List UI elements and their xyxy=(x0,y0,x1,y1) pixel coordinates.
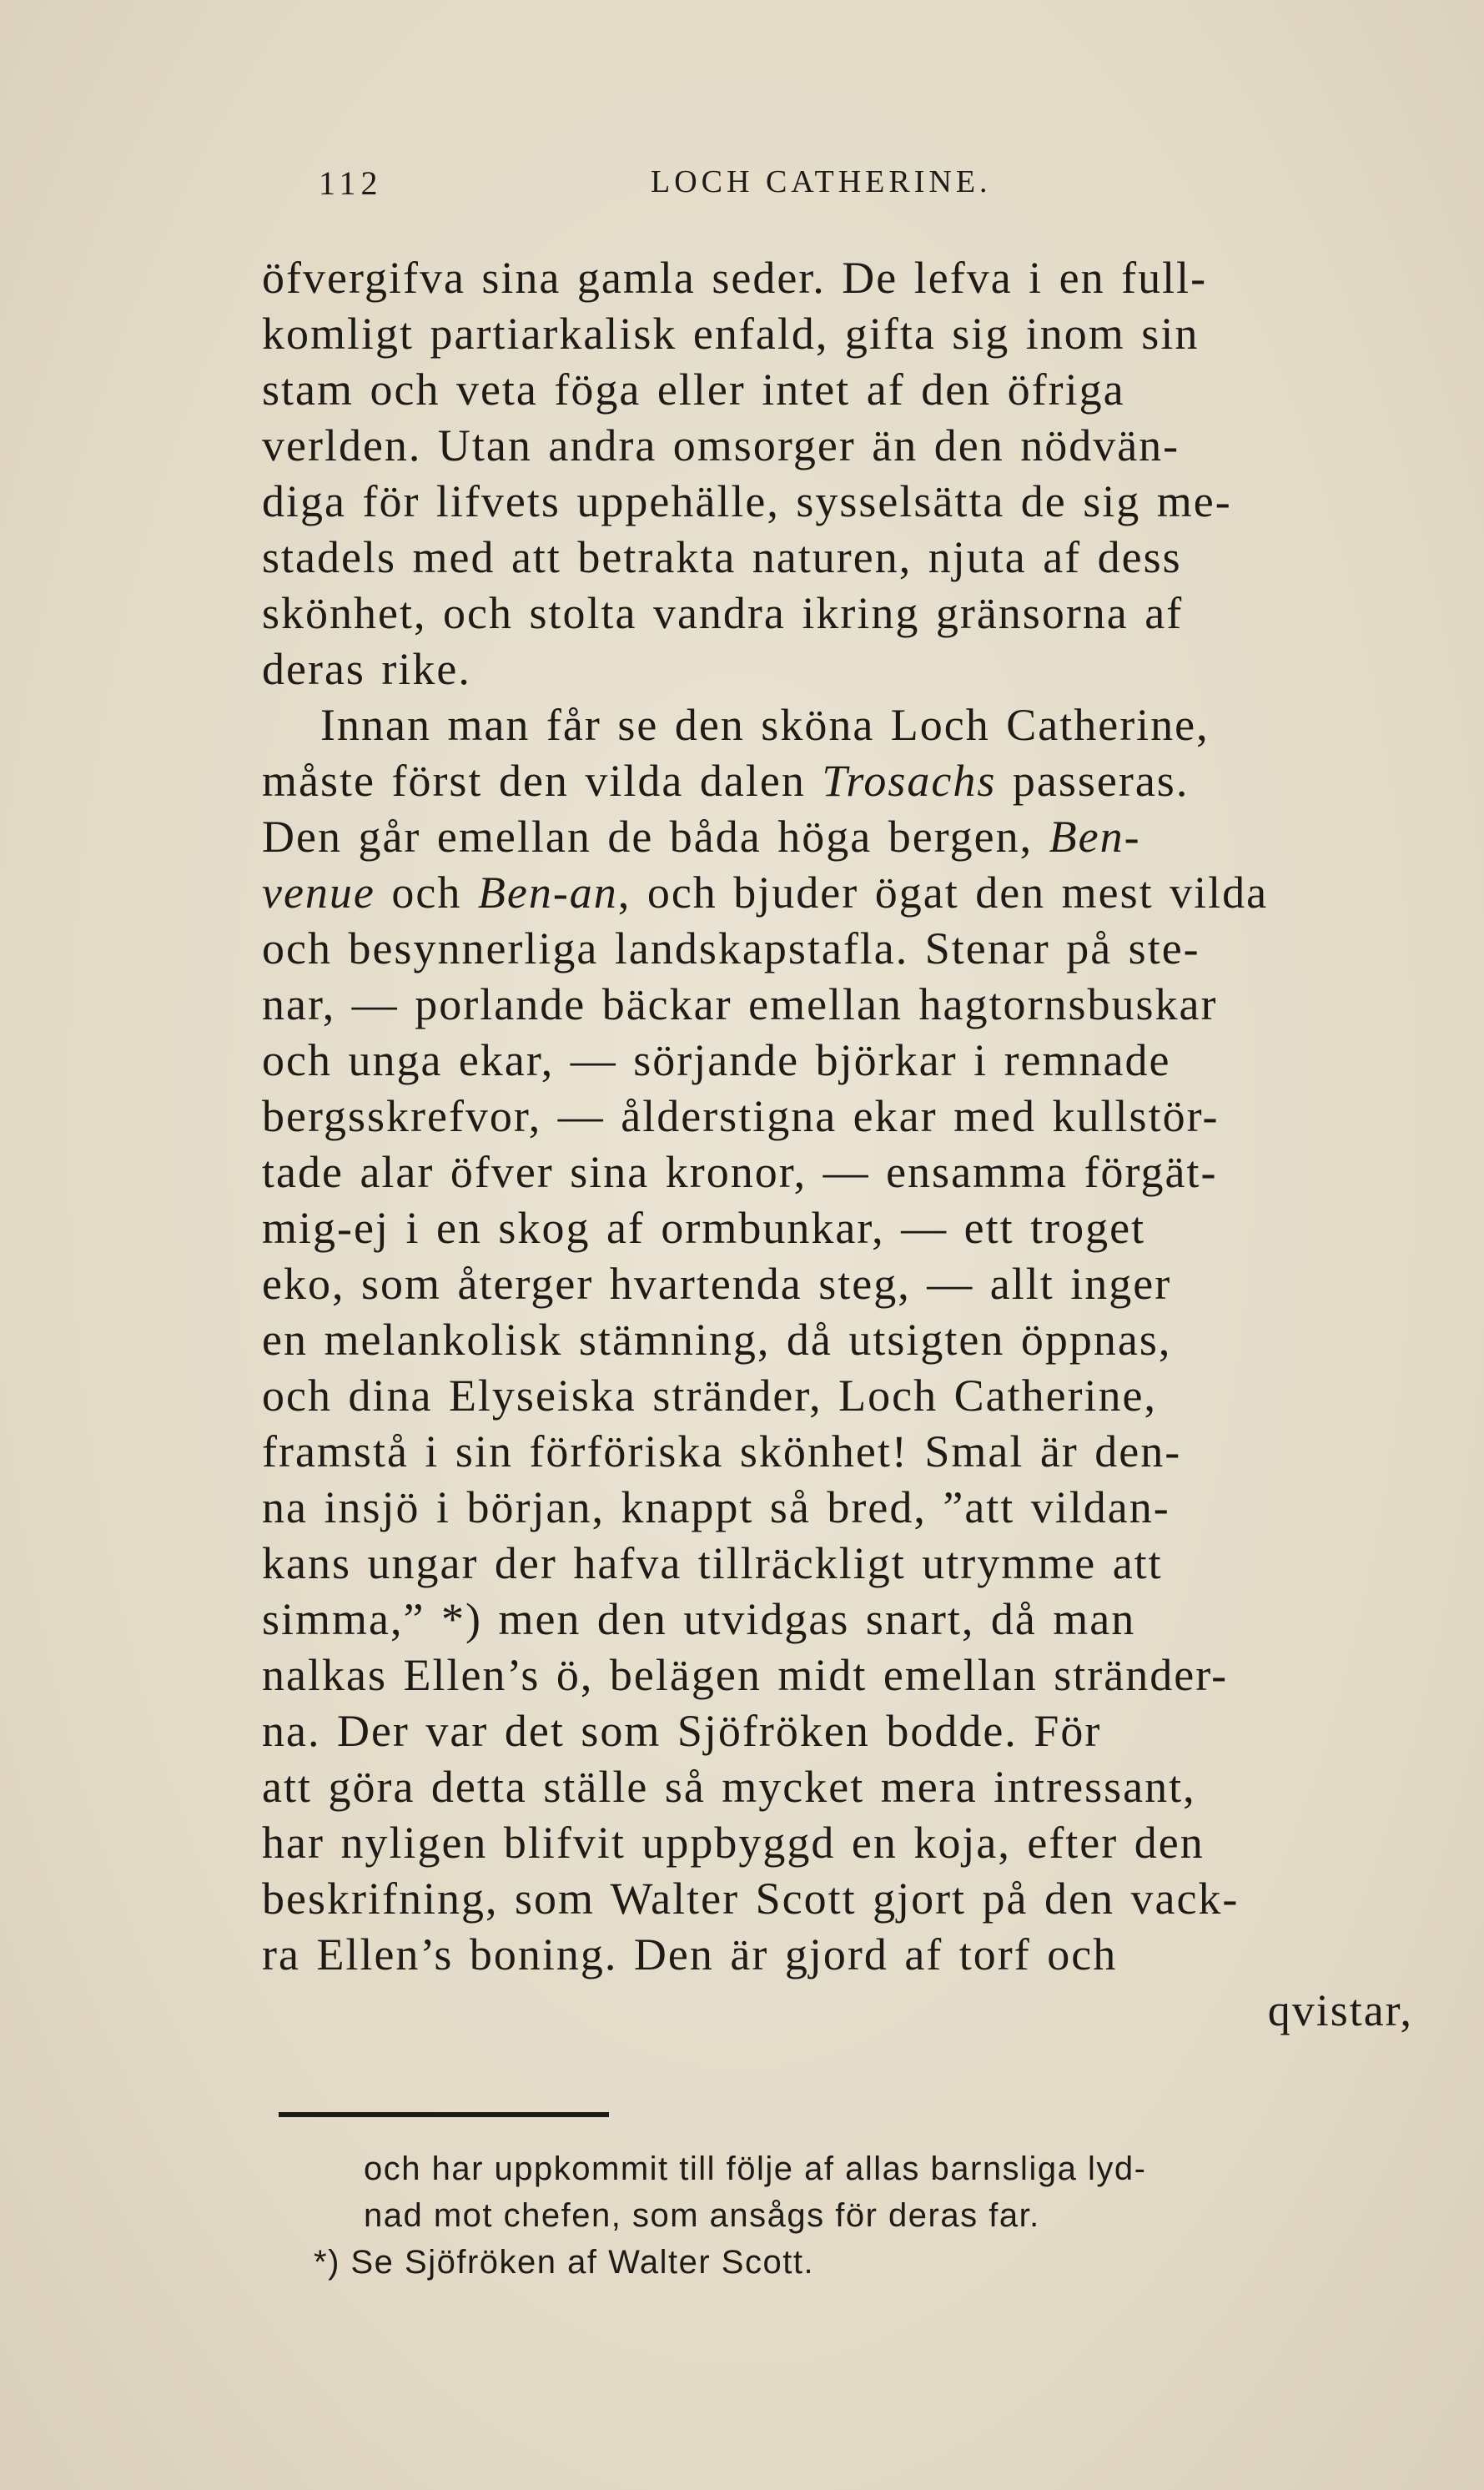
text-line: stadels med att betrakta naturen, njuta af dess xyxy=(262,532,1182,582)
text-line: öfvergifva sina gamla seder. De lefva i en full- xyxy=(262,253,1208,303)
text-line xyxy=(262,753,1413,809)
text-line: kans ungar der hafva tillräckligt utrymme att xyxy=(262,1538,1163,1588)
text-run: och xyxy=(375,868,478,918)
italic-place-name: Ben- xyxy=(1049,812,1141,862)
text-line: bergsskrefvor, — ålderstigna ekar med kullstör- xyxy=(262,1091,1220,1141)
footnote-rule xyxy=(279,2112,609,2117)
footnotes xyxy=(314,2145,1423,2286)
text-line: mig-ej i en skog af ormbunkar, — ett troget xyxy=(262,1203,1146,1253)
text-run: måste först den vilda dalen xyxy=(262,756,822,806)
text-line: simma,” *) men den utvidgas snart, då man xyxy=(262,1594,1136,1644)
text-line: na. Der var det som Sjöfröken bodde. För xyxy=(262,1706,1102,1756)
text-line: en melankolisk stämning, då utsigten öppnas, xyxy=(262,1315,1172,1365)
text-line: att göra detta ställe så mycket mera intressant, xyxy=(262,1762,1196,1812)
running-title: LOCH CATHERINE. xyxy=(651,164,992,199)
text-line xyxy=(262,865,1413,921)
text-line: verlden. Utan andra omsorger än den nödvän- xyxy=(262,420,1180,470)
text-line: nar, — porlande bäckar emellan hagtornsbuskar xyxy=(262,979,1218,1029)
text-line: nalkas Ellen’s ö, belägen midt emellan stränder- xyxy=(262,1650,1229,1700)
text-line: ra Ellen’s boning. Den är gjord af torf och xyxy=(262,1929,1118,1979)
italic-place-name: Trosachs xyxy=(822,756,997,806)
text-run: passeras. xyxy=(996,756,1190,806)
main-text xyxy=(262,250,1413,2039)
italic-place-name: venue xyxy=(262,868,375,918)
text-run: , och bjuder ögat den mest vilda xyxy=(617,868,1269,918)
text-line: och besynnerliga landskapstafla. Stenar på ste- xyxy=(262,923,1200,973)
paragraph-start-line: Innan man får se den sköna Loch Catherine, xyxy=(320,700,1210,750)
catchword: qvistar, xyxy=(1267,1985,1413,2035)
text-line: eko, som återger hvartenda steg, — allt inger xyxy=(262,1259,1172,1309)
text-line: tade alar öfver sina kronor, — ensamma förgät- xyxy=(262,1147,1218,1197)
text-line: na insjö i början, knappt så bred, ”att vildan- xyxy=(262,1482,1170,1532)
page-header xyxy=(262,163,1430,214)
text-line: komligt partiarkalisk enfald, gifta sig inom sin xyxy=(262,309,1200,359)
text-line: diga för lifvets uppehälle, sysselsätta de sig me- xyxy=(262,476,1232,526)
text-line: och dina Elyseiska stränder, Loch Catherine, xyxy=(262,1371,1158,1421)
footnote-continuation: och har uppkommit till följe af allas barnsliga lyd- xyxy=(364,2150,1147,2187)
text-run: Den går emellan de båda höga bergen, xyxy=(262,812,1049,862)
page-number: 112 xyxy=(319,164,383,202)
text-line: stam och veta föga eller intet af den öfriga xyxy=(262,365,1125,415)
text-line xyxy=(262,809,1413,865)
footnote-star: *) Se Sjöfröken af Walter Scott. xyxy=(314,2244,815,2281)
text-line: skönhet, och stolta vandra ikring gränsorna af xyxy=(262,588,1184,638)
text-line: framstå i sin förföriska skönhet! Smal är den- xyxy=(262,1426,1182,1476)
text-line: beskrifning, som Walter Scott gjort på den vack- xyxy=(262,1874,1240,1924)
italic-place-name: Ben-an xyxy=(477,868,618,918)
footnote-continuation: nad mot chefen, som ansågs för deras far. xyxy=(364,2197,1040,2234)
text-line: och unga ekar, — sörjande björkar i remnade xyxy=(262,1035,1171,1085)
text-line: har nyligen blifvit uppbyggd en koja, efter den xyxy=(262,1818,1205,1868)
text-line: deras rike. xyxy=(262,644,471,694)
